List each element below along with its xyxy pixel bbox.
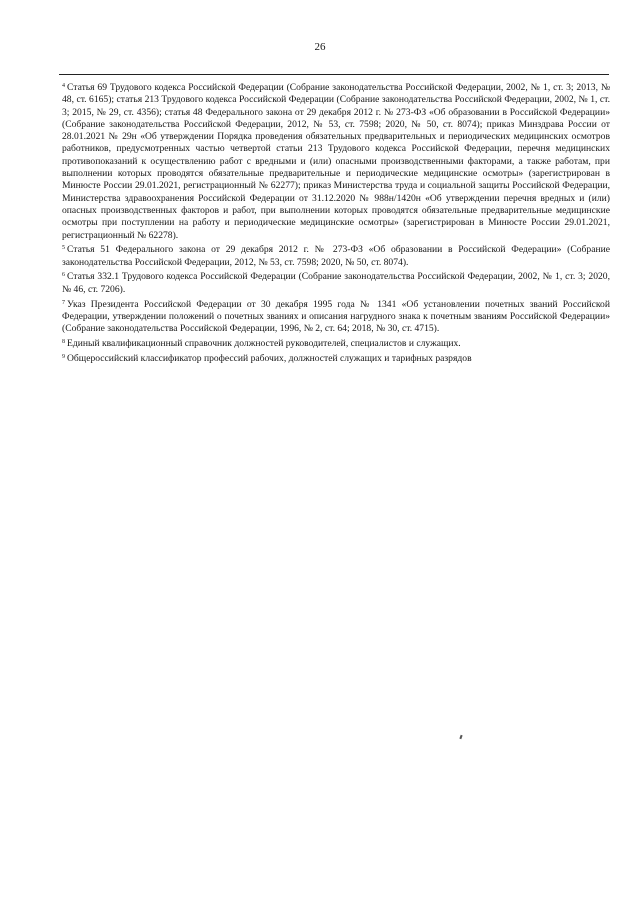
footnote-text: Указ Президента Российской Федерации от 30 декабря 1995 года № 1341 «Об установлении почетных званий Российской Федерации, утверждении положений о почетных званиях и описания нагрудного знака к почетным званиям Российской Федерации» (Собрание законодательства Российской Федерации, 1996, № 2, ст. 64; 2018, № 30, ст. 4715).	[62, 298, 610, 335]
footnote-text: Статья 332.1 Трудового кодекса Российской Федерации (Собрание законодательства Российской Федерации, 2002, № 1, ст. 3; 2020, № 46, ст. 7206).	[62, 271, 610, 295]
footnote-7	[62, 297, 610, 336]
footnotes-section	[62, 80, 610, 365]
footnote-text: Статья 69 Трудового кодекса Российской Федерации (Собрание законодательства Российской Федерации, 2002, № 1, ст. 3; 2013, № 48, ст. 6165); статья 213 Трудового кодекса Российской Федерации (Собрание законодательства Российской Федерации, 2002, № 1, ст. 3; 2015, № 29, ст. 4356); статья 48 Федерального закона от 29 декабря 2012 г. № 273-ФЗ «Об образовании в Российской Федерации» (Собрание законодательства Российской Федерации, 2012, № 53, ст. 7598; 2020, № 50, ст. 8074); приказ Минздрава России от 28.01.2021 № 29н «Об утверждении Порядка проведения обязательных предварительных и периодических медицинских осмотров работников, предусмотренных частью четвертой статьи 213 Трудового кодекса Российской Федерации, перечня медицинских противопоказаний к осуществлению работ с вредными и (или) опасными производственными факторами, а также работам, при выполнении которых проводятся обязательные предварительные и периодические медицинские осмотры» (зарегистрирован в Минюсте России 29.01.2021, регистрационный № 62277); приказ Министерства труда и социальной защиты Российской Федерации, Министерства здравоохранения Российской Федерации от 31.12.2020 № 988н/1420н «Об утверждении перечня вредных и (или) опасных производственных факторов и работ, при выполнении которых проводятся обязательные предварительные медицинские осмотры при поступлении на работу и периодические медицинские осмотры» (зарегистрирован в Минюсте России 29.01.2021, регистрационный № 62278).	[62, 82, 610, 241]
footnote-8	[62, 336, 610, 350]
footnote-separator	[59, 74, 609, 75]
footnote-9	[62, 351, 610, 365]
scan-speck	[459, 735, 462, 739]
footnote-mark: 6	[62, 272, 65, 279]
footnote-text: Единый квалификационный справочник должностей руководителей, специалистов и служащих.	[67, 337, 461, 349]
footnote-mark: 5	[62, 245, 65, 252]
footnote-mark: 8	[62, 338, 65, 345]
page-number: 26	[314, 41, 326, 53]
footnote-mark: 9	[62, 353, 65, 360]
footnote-text: Общероссийский классификатор профессий рабочих, должностей служащих и тарифных разрядов	[67, 352, 472, 364]
footnote-mark: 7	[62, 299, 65, 306]
footnote-6	[62, 269, 610, 296]
footnote-mark: 4	[62, 83, 65, 89]
footnote-5	[62, 242, 610, 269]
footnote-4	[62, 80, 610, 242]
footnote-text: Статья 51 Федерального закона от 29 декабря 2012 г. № 273-ФЗ «Об образовании в Российской Федерации» (Собрание законодательства Российской Федерации, 2012, № 53, ст. 7598; 2020, № 50, ст. 8074).	[62, 244, 610, 268]
